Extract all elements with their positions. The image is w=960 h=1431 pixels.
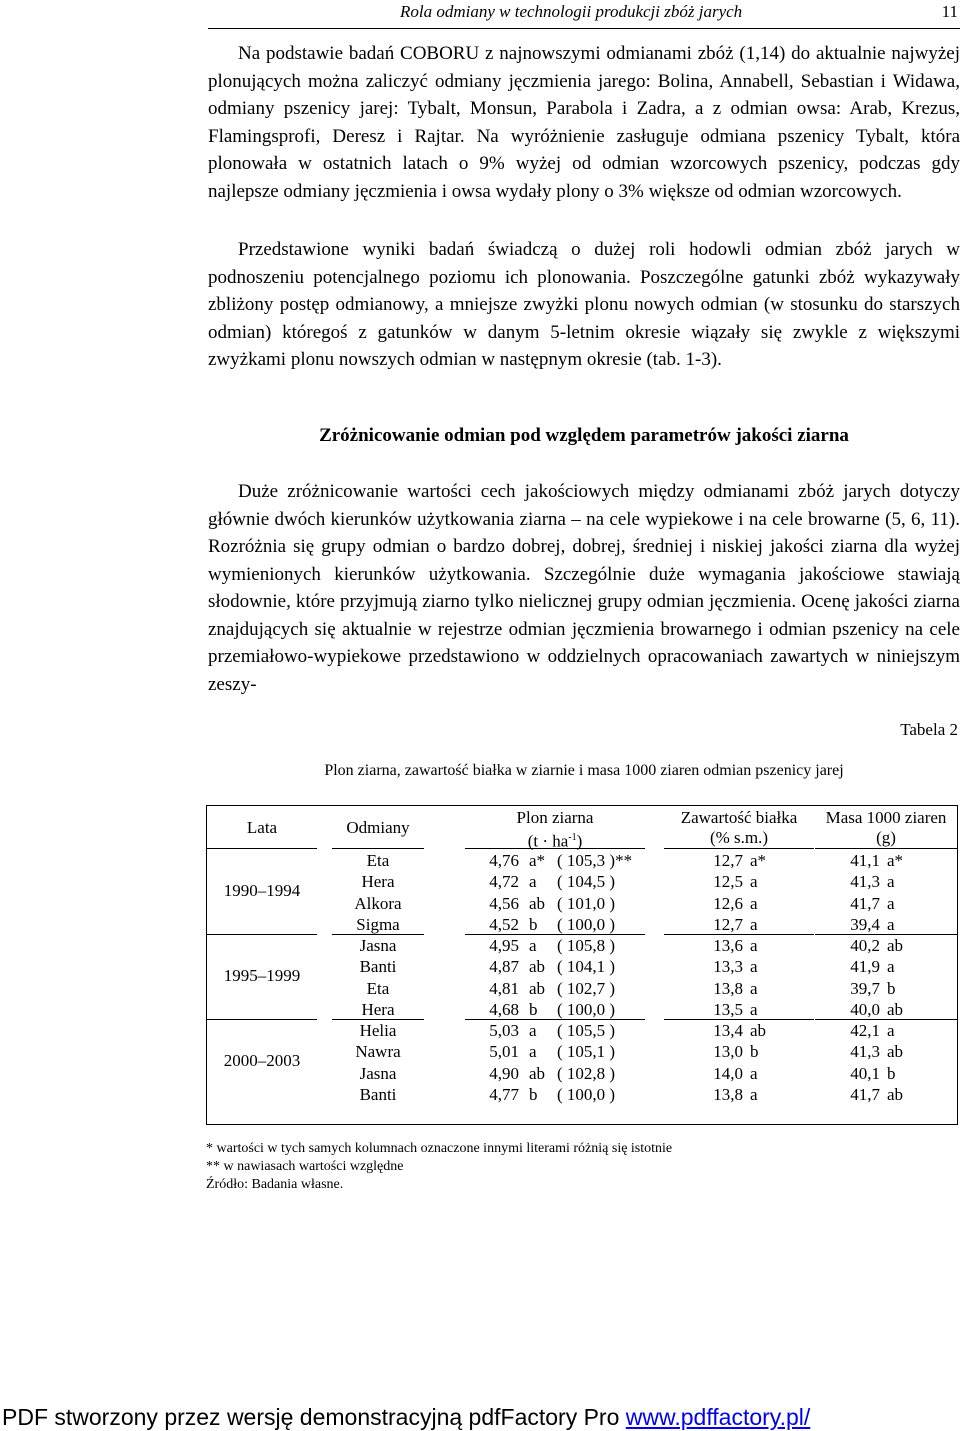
yield-group-cell: ab bbox=[529, 978, 546, 998]
relative-yield-cell: ( 100,0 ) bbox=[557, 914, 616, 934]
note-source: Źródło: Badania własne. bbox=[206, 1177, 344, 1192]
yield-cell: 4,72 bbox=[489, 872, 519, 892]
tkw-group-cell: ab bbox=[887, 1042, 904, 1062]
header-plon bbox=[465, 808, 645, 852]
yield-cell: 4,56 bbox=[489, 893, 519, 913]
footer-text: PDF stworzony przez wersję demonstracyjną pdfFactory Pro bbox=[2, 1404, 626, 1430]
data-table bbox=[206, 805, 958, 1125]
header-lata: Lata bbox=[246, 818, 278, 837]
yield-group-cell: a bbox=[529, 1021, 537, 1040]
table-notes bbox=[206, 1140, 672, 1194]
yield-group-cell: b bbox=[529, 914, 538, 934]
year-range: 1990–1994 bbox=[223, 880, 301, 900]
variety-cell: Jasna bbox=[359, 1063, 397, 1083]
header-bialko bbox=[664, 808, 814, 848]
variety-cell: Jasna bbox=[359, 936, 397, 955]
paragraph-2: Przedstawione wyniki badań świadczą o dużej roli hodowli odmian zbóż jarych w podnoszeniu potencjalnego poziomu ich plonowania. Poszczególne gatunki zbóż wykazywały zbliżony postęp odmianowy, a mniejsze zwyżki plonu nowych odmian (w stosunku do starszych odmian) któregoś z gatunków w danym 5-letnim okresie wiązały się zwykle z większymi zwyżkami plonu nowszych odmian w następnym okresie (tab. 1-3). bbox=[208, 239, 960, 370]
yield-cell: 4,68 bbox=[489, 999, 519, 1019]
relative-yield-cell: ( 105,5 ) bbox=[557, 1021, 616, 1040]
relative-yield-cell: ( 100,0 ) bbox=[557, 1084, 616, 1104]
pdf-footer bbox=[2, 1404, 810, 1431]
footer-link[interactable]: www.pdffactory.pl/ bbox=[625, 1404, 811, 1430]
note-1: * wartości w tych samych kolumnach oznaczone innymi literami różnią się istotnie bbox=[206, 1141, 673, 1156]
tkw-group-cell: ab bbox=[887, 999, 904, 1019]
tkw-group-cell: ab bbox=[887, 936, 904, 955]
protein-group-cell: a* bbox=[750, 851, 767, 870]
table-rule bbox=[664, 848, 814, 849]
tkw-cell: 40,2 bbox=[850, 936, 880, 955]
tkw-group-cell: a bbox=[887, 1021, 895, 1040]
paragraph-1: Na podstawie badań COBORU z najnowszymi odmianami zbóż (1,14) do aktualnie najwyżej plonujących można zaliczyć odmiany jęczmienia jarego: Bolina, Annabell, Sebastian i Widawa, odmiany pszenicy jarej: Tybalt, Monsun, Parabola i Zadra, a z odmian owsa: Arab, Krezus, Flamingsprofi, Deresz i Rajtar. Na wyróżnienie zasługuje odmiana pszenicy Tybalt, która plonowała w ostatnich latach o 9% wyżej od odmian wzorcowych pszenicy, podczas gdy najlepsze odmiany jęczmienia i owsa wydały plony o 3% większe od odmian wzorcowych. bbox=[208, 43, 960, 202]
protein-group-cell: a bbox=[750, 999, 758, 1019]
table-rule bbox=[815, 848, 957, 849]
tkw-cell: 39,7 bbox=[850, 978, 880, 998]
yield-cell: 4,87 bbox=[489, 957, 519, 977]
relative-yield-cell: ( 104,5 ) bbox=[557, 872, 616, 892]
protein-group-cell: a bbox=[750, 957, 758, 977]
tkw-group-cell: a bbox=[887, 872, 895, 892]
yield-cell: 4,81 bbox=[489, 978, 519, 998]
relative-yield-cell: ( 105,3 )** bbox=[557, 851, 633, 870]
protein-group-cell: ab bbox=[750, 1021, 767, 1040]
protein-group-cell: a bbox=[750, 893, 758, 913]
year-range: 2000–2003 bbox=[223, 1050, 301, 1070]
variety-cell: Nawra bbox=[355, 1042, 401, 1062]
yield-cell: 4,77 bbox=[489, 1084, 519, 1104]
protein-group-cell: a bbox=[750, 872, 758, 892]
tkw-cell: 41,7 bbox=[850, 893, 880, 913]
tkw-group-cell: b bbox=[887, 1063, 896, 1083]
tkw-cell: 41,9 bbox=[850, 957, 880, 977]
protein-cell: 14,0 bbox=[713, 1063, 743, 1083]
protein-group-cell: b bbox=[750, 1042, 759, 1062]
tkw-cell: 39,4 bbox=[850, 914, 880, 934]
tkw-cell: 41,7 bbox=[850, 1084, 880, 1104]
yield-cell: 5,01 bbox=[489, 1042, 519, 1062]
variety-cell: Alkora bbox=[354, 893, 402, 913]
protein-cell: 12,6 bbox=[713, 893, 743, 913]
table-rule bbox=[332, 848, 424, 849]
variety-cell: Hera bbox=[361, 999, 395, 1019]
protein-cell: 13,6 bbox=[713, 936, 743, 955]
protein-group-cell: a bbox=[750, 936, 758, 955]
header-odmiany: Odmiany bbox=[346, 818, 410, 837]
note-2: ** w nawiasach wartości względne bbox=[206, 1159, 404, 1174]
protein-cell: 13,8 bbox=[713, 978, 743, 998]
relative-yield-cell: ( 100,0 ) bbox=[557, 999, 616, 1019]
yield-group-cell: ab bbox=[529, 1063, 546, 1083]
header-plon-sup: -1 bbox=[568, 832, 577, 843]
variety-cell: Sigma bbox=[356, 914, 400, 934]
tkw-group-cell: a bbox=[887, 957, 895, 977]
header-plon-close: ) bbox=[576, 831, 583, 851]
header-plon-line1: Plon ziarna bbox=[516, 808, 594, 827]
protein-cell: 13,3 bbox=[713, 957, 743, 977]
table-rule bbox=[207, 1019, 317, 1020]
protein-group-cell: a bbox=[750, 914, 758, 934]
protein-group-cell: a bbox=[750, 978, 758, 998]
tkw-group-cell: b bbox=[887, 978, 896, 998]
yield-cell: 4,76 bbox=[489, 851, 519, 870]
variety-cell: Eta bbox=[366, 978, 390, 998]
header-bialko-line2: (% s.m.) bbox=[709, 828, 769, 847]
table-rule bbox=[207, 848, 317, 849]
header-plon-unit: (t · ha bbox=[527, 831, 569, 851]
relative-yield-cell: ( 102,7 ) bbox=[557, 978, 616, 998]
header-masa-line1: Masa 1000 ziaren bbox=[825, 808, 947, 827]
yield-cell: 4,90 bbox=[489, 1063, 519, 1083]
variety-cell: Banti bbox=[359, 1084, 397, 1104]
relative-yield-cell: ( 102,8 ) bbox=[557, 1063, 616, 1083]
yield-cell: 5,03 bbox=[489, 1021, 519, 1040]
tkw-group-cell: a bbox=[887, 914, 895, 934]
yield-cell: 4,95 bbox=[489, 936, 519, 955]
variety-cell: Hera bbox=[361, 872, 395, 892]
running-title: Rola odmiany w technologii produkcji zbóż jarych bbox=[400, 2, 743, 21]
tkw-cell: 41,3 bbox=[850, 872, 880, 892]
tkw-group-cell: a* bbox=[887, 851, 904, 870]
table-label: Tabela 2 bbox=[900, 720, 958, 739]
protein-group-cell: a bbox=[750, 1063, 758, 1083]
header-masa bbox=[815, 808, 957, 848]
protein-cell: 13,5 bbox=[713, 999, 743, 1019]
yield-cell: 4,52 bbox=[489, 914, 519, 934]
protein-cell: 12,7 bbox=[713, 851, 743, 870]
protein-group-cell: a bbox=[750, 1084, 758, 1104]
variety-cell: Eta bbox=[366, 851, 390, 870]
paragraph-3: Duże zróżnicowanie wartości cech jakościowych między odmianami zbóż jarych dotyczy głównie dwóch kierunków użytkowania ziarna – na cele wypiekowe i na cele browarne (5, 6, 11). Rozróżnia się grupy odmian o bardzo dobrej, dobrej, średniej i niskiej jakości ziarna dla wyżej wymienionych kierunków użytkowania. Szczególnie duże wymagania jakościowe stawiają słodownie, które przyjmują ziarno tylko nielicznej grupy odmian jęczmienia. Ocenę jakości ziarna znajdujących się aktualnie w rejestrze odmian jęczmienia browarnego i odmian pszenicy na cele przemiałowo-wypiekowe przedstawiono w oddzielnych opracowaniach zawartych w niniejszym zeszy- bbox=[208, 481, 960, 695]
yield-group-cell: a bbox=[529, 936, 537, 955]
protein-cell: 13,0 bbox=[713, 1042, 743, 1062]
header-bialko-line1: Zawartość białka bbox=[680, 808, 798, 827]
protein-cell: 13,8 bbox=[713, 1084, 743, 1104]
yield-group-cell: a bbox=[529, 872, 537, 892]
tkw-cell: 42,1 bbox=[850, 1021, 880, 1040]
protein-cell: 13,4 bbox=[713, 1021, 743, 1040]
variety-cell: Banti bbox=[359, 957, 397, 977]
relative-yield-cell: ( 105,1 ) bbox=[557, 1042, 616, 1062]
tkw-group-cell: ab bbox=[887, 1084, 904, 1104]
yield-group-cell: a* bbox=[529, 851, 546, 870]
tkw-cell: 40,0 bbox=[850, 999, 880, 1019]
tkw-cell: 40,1 bbox=[850, 1063, 880, 1083]
header-masa-line2: (g) bbox=[876, 828, 896, 847]
page-header bbox=[208, 0, 960, 29]
yield-group-cell: a bbox=[529, 1042, 537, 1062]
page-number: 11 bbox=[941, 2, 958, 21]
variety-cell: Helia bbox=[359, 1021, 397, 1040]
yield-group-cell: ab bbox=[529, 957, 546, 977]
yield-group-cell: ab bbox=[529, 893, 546, 913]
year-range: 1995–1999 bbox=[223, 965, 301, 985]
table-rule bbox=[207, 934, 317, 935]
section-heading: Zróżnicowanie odmian pod względem parametrów jakości ziarna bbox=[319, 425, 849, 446]
yield-group-cell: b bbox=[529, 1084, 538, 1104]
table-rule bbox=[465, 848, 645, 849]
relative-yield-cell: ( 104,1 ) bbox=[557, 957, 616, 977]
tkw-cell: 41,3 bbox=[850, 1042, 880, 1062]
protein-cell: 12,7 bbox=[713, 914, 743, 934]
yield-group-cell: b bbox=[529, 999, 538, 1019]
relative-yield-cell: ( 101,0 ) bbox=[557, 893, 616, 913]
tkw-group-cell: a bbox=[887, 893, 895, 913]
table-caption: Plon ziarna, zawartość białka w ziarnie i masa 1000 ziaren odmian pszenicy jarej bbox=[324, 762, 844, 779]
protein-cell: 12,5 bbox=[713, 872, 743, 892]
relative-yield-cell: ( 105,8 ) bbox=[557, 936, 616, 955]
tkw-cell: 41,1 bbox=[850, 851, 880, 870]
